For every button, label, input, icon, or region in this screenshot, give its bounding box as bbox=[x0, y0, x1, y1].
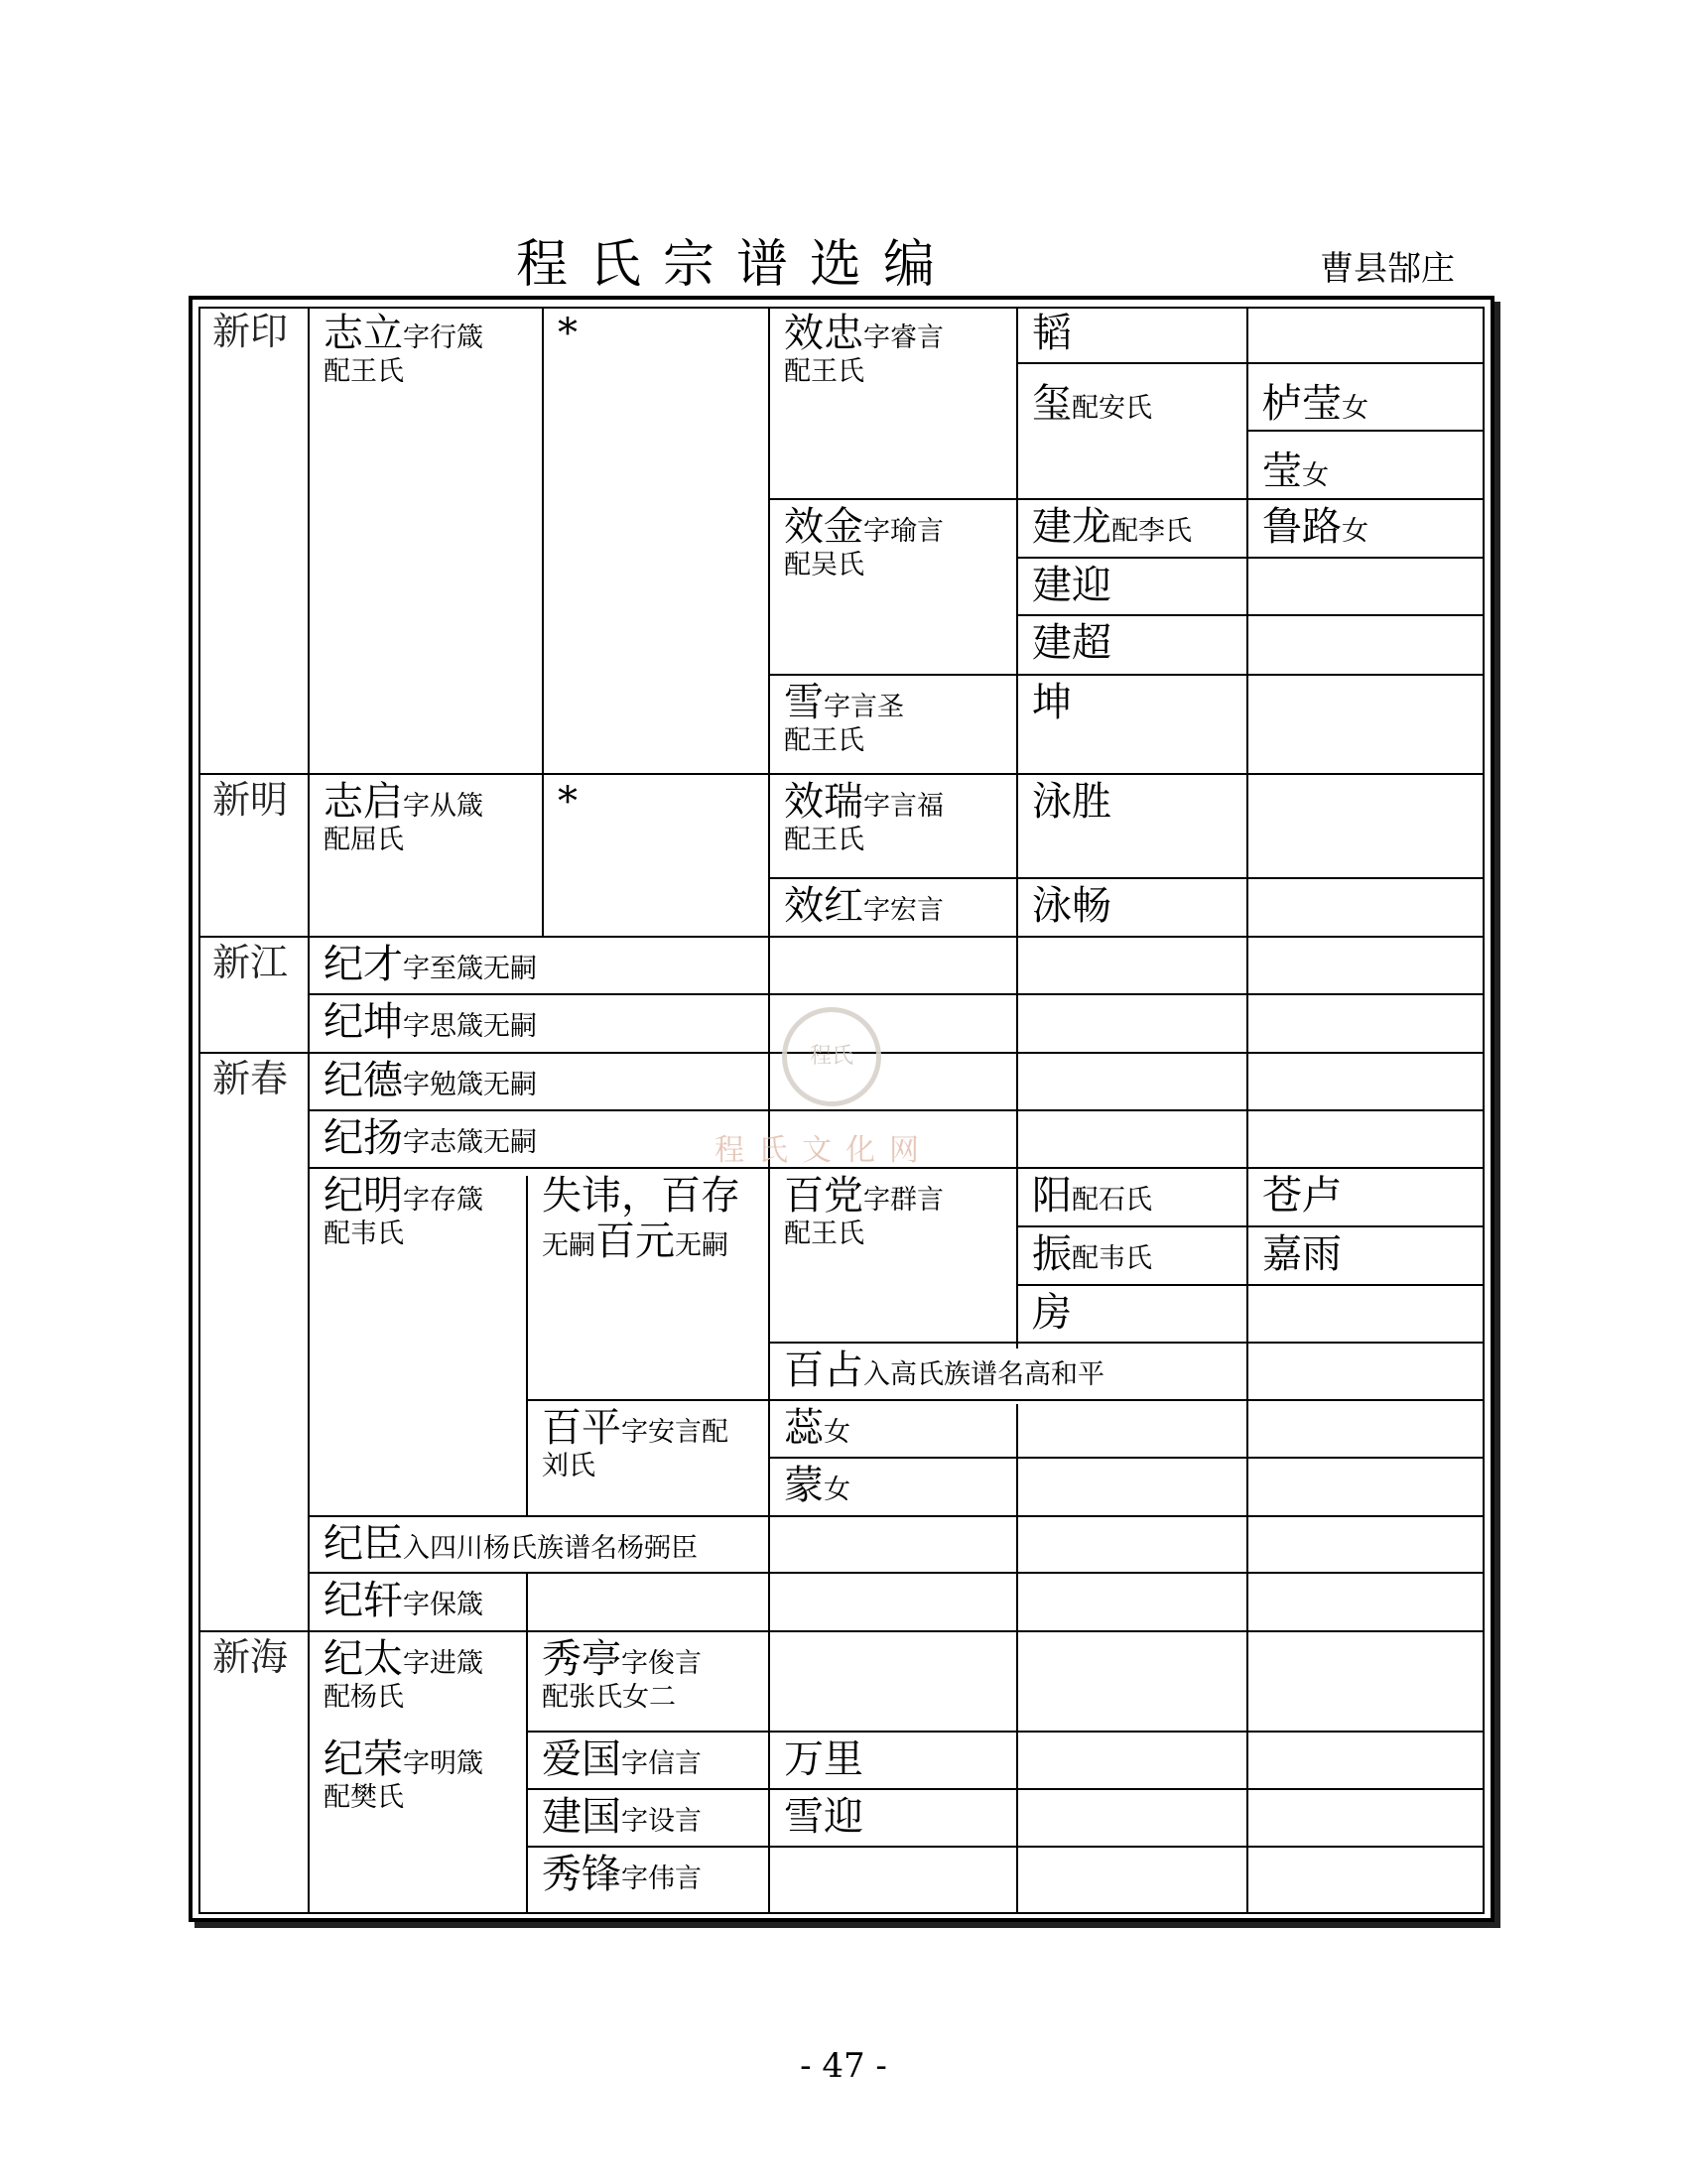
person-note: 入高氏族谱名高和平 bbox=[863, 1359, 1104, 1390]
person-cell bbox=[528, 1733, 768, 1788]
person-cell bbox=[310, 1574, 526, 1630]
person-cell bbox=[1018, 1169, 1246, 1225]
spouse: 配安氏 bbox=[1072, 393, 1152, 424]
person-cell bbox=[1018, 1227, 1246, 1284]
person-name: 蒙 bbox=[784, 1463, 824, 1508]
person-note: 字勉箴无嗣 bbox=[403, 1070, 537, 1100]
gender-note: 女 bbox=[1342, 393, 1368, 424]
person-name: 建超 bbox=[1032, 620, 1111, 666]
person-name: 坤 bbox=[1032, 680, 1072, 725]
person-name: 雪迎 bbox=[784, 1794, 863, 1840]
courtesy-name: 字伟言 bbox=[621, 1863, 702, 1894]
lost-name-note: 失讳，百存 bbox=[542, 1173, 740, 1219]
spouse: 配王氏 bbox=[784, 356, 864, 387]
person-name: 鲁路 bbox=[1262, 504, 1342, 550]
person-name: 建国 bbox=[542, 1794, 621, 1840]
person-cell bbox=[1018, 775, 1246, 877]
person-cell bbox=[528, 1790, 768, 1846]
courtesy-name: 字瑜言 bbox=[863, 516, 944, 547]
person-name: 莹 bbox=[1262, 449, 1302, 494]
courtesy-name: 字进箴 bbox=[403, 1648, 483, 1679]
generation-label: 新春 bbox=[212, 1057, 289, 1100]
spouse: 配韦氏 bbox=[1072, 1243, 1152, 1274]
unknown-mark: * bbox=[558, 311, 578, 356]
courtesy-name: 字行箴 bbox=[403, 322, 483, 353]
person-name: 雪 bbox=[784, 680, 824, 725]
person-cell bbox=[310, 938, 768, 993]
person-cell bbox=[1018, 676, 1246, 773]
page-number: - 47 - bbox=[800, 2046, 887, 2086]
spouse: 配王氏 bbox=[324, 356, 404, 387]
courtesy-name: 字俊言 bbox=[621, 1648, 702, 1679]
generation-label: 新印 bbox=[212, 310, 289, 353]
person-name: 玺 bbox=[1032, 381, 1072, 427]
generation-label: 新海 bbox=[212, 1635, 289, 1679]
spouse: 配王氏 bbox=[784, 1219, 864, 1249]
person-cell bbox=[770, 1344, 1246, 1399]
person-cell bbox=[770, 1733, 1016, 1788]
person-cell bbox=[310, 1054, 768, 1109]
courtesy-name: 字言圣 bbox=[824, 692, 904, 722]
watermark-text: 程氏文化网 bbox=[714, 1133, 933, 1168]
generation-label: 新江 bbox=[212, 941, 289, 984]
person-name: 爱国 bbox=[542, 1736, 621, 1782]
person-name: 纪太 bbox=[324, 1636, 403, 1682]
person-note: 无嗣 bbox=[542, 1230, 595, 1261]
person-cell bbox=[310, 995, 768, 1052]
courtesy-name: 字宏言 bbox=[863, 895, 944, 926]
person-name: 建龙 bbox=[1032, 504, 1111, 550]
person-name: 秀锋 bbox=[542, 1852, 621, 1897]
person-cell bbox=[310, 1169, 526, 1288]
person-cell bbox=[310, 1733, 526, 1852]
person-name: 泳胜 bbox=[1032, 779, 1111, 825]
person-name: 苍卢 bbox=[1262, 1173, 1342, 1219]
person-cell bbox=[770, 307, 1016, 426]
spouse: 配张氏女二 bbox=[542, 1682, 676, 1713]
person-name: 志启 bbox=[324, 779, 403, 825]
person-name: 百平 bbox=[542, 1405, 621, 1451]
gender-note: 女 bbox=[824, 1475, 850, 1505]
person-cell bbox=[770, 775, 1016, 877]
person-name: 百占 bbox=[784, 1348, 863, 1393]
courtesy-name: 字睿言 bbox=[863, 322, 944, 353]
spouse: 配韦氏 bbox=[324, 1219, 404, 1249]
person-cell bbox=[1248, 377, 1485, 430]
courtesy-name: 字信言 bbox=[621, 1748, 702, 1779]
person-name: 阳 bbox=[1032, 1173, 1072, 1219]
spouse: 刘氏 bbox=[542, 1451, 595, 1481]
spouse: 配杨氏 bbox=[324, 1682, 404, 1713]
person-cell bbox=[770, 1459, 1016, 1515]
person-name: 建迎 bbox=[1032, 563, 1111, 608]
person-note: 入四川杨氏族谱名杨弼臣 bbox=[403, 1533, 698, 1564]
courtesy-name: 字安言配 bbox=[621, 1417, 728, 1448]
person-note: 字保箴 bbox=[403, 1590, 483, 1620]
person-name: 房 bbox=[1032, 1290, 1072, 1336]
person-cell bbox=[310, 1111, 768, 1167]
courtesy-name: 字设言 bbox=[621, 1806, 702, 1837]
gender-note: 女 bbox=[1302, 460, 1329, 491]
spouse: 配王氏 bbox=[784, 825, 864, 855]
person-name: 纪才 bbox=[324, 942, 403, 987]
person-name: 纪德 bbox=[324, 1058, 403, 1103]
person-cell bbox=[528, 1848, 768, 1912]
page-location: 曹县郜庄 bbox=[1320, 249, 1455, 289]
person-name: 纪坤 bbox=[324, 999, 403, 1045]
person-cell bbox=[528, 1401, 768, 1515]
person-note: 无嗣 bbox=[675, 1230, 728, 1261]
person-cell bbox=[1018, 377, 1246, 433]
spouse: 配王氏 bbox=[784, 725, 864, 756]
spouse: 配樊氏 bbox=[324, 1782, 404, 1813]
person-name: 蕊 bbox=[784, 1405, 824, 1451]
person-name: 纪明 bbox=[324, 1173, 403, 1219]
unknown-mark: * bbox=[558, 779, 578, 825]
person-name: 纪轩 bbox=[324, 1578, 403, 1623]
person-cell bbox=[528, 1632, 768, 1731]
person-cell bbox=[770, 676, 1016, 773]
person-cell bbox=[770, 879, 1016, 936]
person-cell bbox=[528, 1169, 768, 1288]
person-name: 百元 bbox=[595, 1219, 675, 1264]
person-note: 字至箴无嗣 bbox=[403, 954, 537, 984]
person-name: 纪荣 bbox=[324, 1736, 403, 1782]
courtesy-name: 字明箴 bbox=[403, 1748, 483, 1779]
person-cell bbox=[1248, 1169, 1485, 1225]
courtesy-name: 字存箴 bbox=[403, 1185, 483, 1216]
person-cell bbox=[1248, 445, 1485, 498]
person-cell bbox=[1018, 559, 1246, 614]
person-note: 字思箴无嗣 bbox=[403, 1011, 537, 1042]
person-name: 秀亭 bbox=[542, 1636, 621, 1682]
page-title: 程氏宗谱选编 bbox=[516, 235, 958, 295]
person-name: 万里 bbox=[784, 1736, 863, 1782]
person-name: 效红 bbox=[784, 883, 863, 929]
spouse: 配李氏 bbox=[1111, 516, 1192, 547]
person-note: 字志箴无嗣 bbox=[403, 1127, 537, 1158]
person-cell bbox=[1018, 307, 1246, 362]
person-cell bbox=[1018, 616, 1246, 674]
courtesy-name: 字言福 bbox=[863, 791, 944, 822]
person-cell bbox=[1018, 879, 1246, 936]
person-name: 振 bbox=[1032, 1231, 1072, 1277]
gender-note: 女 bbox=[1342, 516, 1368, 547]
person-cell bbox=[1248, 500, 1485, 557]
spouse: 配吴氏 bbox=[784, 550, 864, 580]
person-cell bbox=[310, 1517, 768, 1572]
person-cell bbox=[770, 1790, 1016, 1846]
person-name: 嘉雨 bbox=[1262, 1231, 1342, 1277]
person-name: 泳畅 bbox=[1032, 883, 1111, 929]
person-cell bbox=[1248, 1227, 1485, 1284]
spouse: 配石氏 bbox=[1072, 1185, 1152, 1216]
courtesy-name: 字从箴 bbox=[403, 791, 483, 822]
person-name: 韬 bbox=[1032, 311, 1072, 356]
person-cell bbox=[310, 775, 542, 894]
person-cell bbox=[1018, 1286, 1246, 1342]
person-name: 效忠 bbox=[784, 311, 863, 356]
person-name: 百党 bbox=[784, 1173, 863, 1219]
watermark-seal: 程氏 bbox=[782, 1007, 881, 1106]
person-name: 纪扬 bbox=[324, 1115, 403, 1161]
person-name: 志立 bbox=[324, 311, 403, 356]
person-name: 效瑞 bbox=[784, 779, 863, 825]
person-cell bbox=[310, 307, 542, 426]
person-name: 栌莹 bbox=[1262, 381, 1342, 427]
spouse: 配屈氏 bbox=[324, 825, 404, 855]
person-cell bbox=[770, 500, 1016, 619]
person-cell bbox=[1018, 500, 1246, 557]
person-name: 纪臣 bbox=[324, 1521, 403, 1567]
courtesy-name: 字群言 bbox=[863, 1185, 944, 1216]
person-cell bbox=[770, 1169, 1016, 1288]
gender-note: 女 bbox=[824, 1417, 850, 1448]
person-cell bbox=[310, 1632, 526, 1731]
person-cell bbox=[770, 1401, 1016, 1457]
generation-label: 新明 bbox=[212, 778, 289, 822]
person-name: 效金 bbox=[784, 504, 863, 550]
